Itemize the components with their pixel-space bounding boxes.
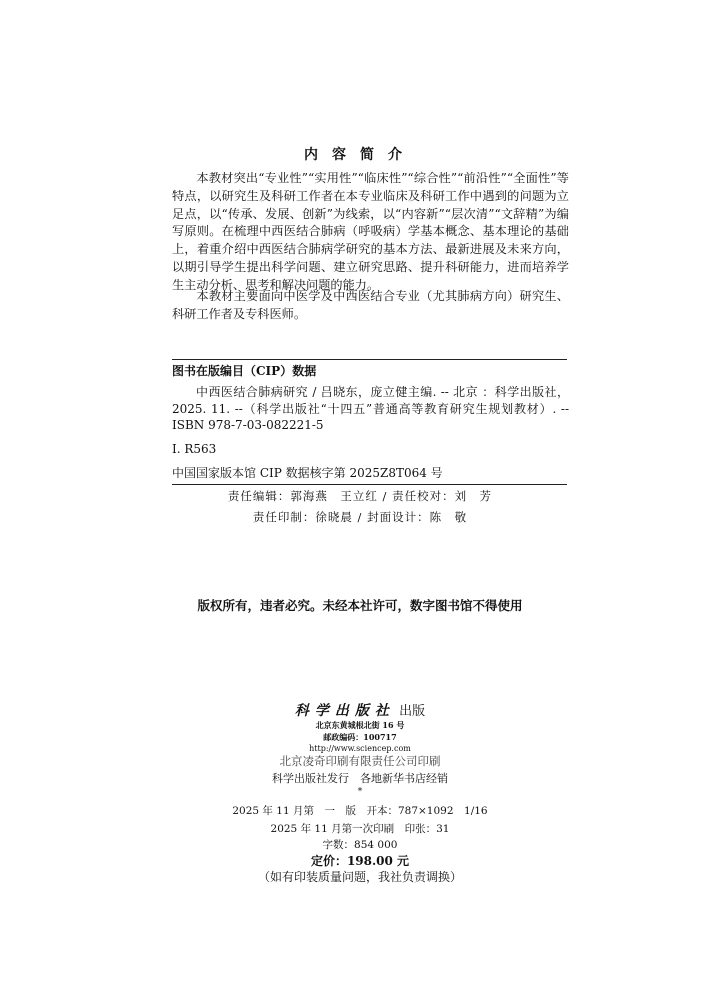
distribution-line: 科学出版社发行 各地新华书店经销	[272, 772, 448, 785]
publisher-suffix: 出版	[399, 704, 426, 719]
publisher-address: 北京东黄城根北街 16 号	[315, 720, 405, 730]
edition-line: 2025 年 11 月第 一 版 开本：787×1092 1/16	[232, 805, 488, 817]
publisher-line	[0, 700, 720, 720]
summary-paragraph-2: 本教材主要面向中医学及中西医结合专业（尤其肺病方向）研究生、科研工作者及专科医师。	[172, 289, 569, 321]
price: 定价：198.00 元	[310, 854, 410, 868]
production-credits: 责任印制：徐晓晨 / 封面设计：陈 敬	[252, 510, 468, 524]
separator-star: *	[357, 787, 363, 797]
summary-paragraph-1: 本教材突出“专业性”“实用性”“临床性”“综合性”“前沿性”“全面性”等特点，以研究生及科研工作者在本专业临床及科研工作中遇到的问题为立足点，以“传承、发展、创新”为线索，以“内容新”“层次清”“文辞精”为编写原则。在梳理中西医结合肺病（呼吸病）学基本概念、基本理论的基础上，着重介绍中西医结合肺病学研究的基本方法、最新进展及未来方向，以期引导学生提出科学问题、建立研究思路、提升科研能力，进而培养学生主动分析、思考和解决问题的能力。	[172, 171, 569, 292]
quality-notice: （如有印装质量问题，我社负责调换）	[257, 870, 462, 884]
cip-record-number: 中国国家版本馆 CIP 数据核字第 2025Z8T064 号	[172, 466, 443, 480]
editor-credits: 责任编辑：郭海燕 王立红 / 责任校对：刘 芳	[227, 489, 493, 503]
cip-body: 中西医结合肺病研究 / 吕晓东，庞立健主编. -- 北京 ：科学出版社，2025. 11. --（科学出版社“十四五”普通高等教育研究生规划教材）. -- ISBN 978-7-03-082221-5	[172, 385, 569, 432]
publisher-url: http://www.sciencep.com	[309, 744, 411, 753]
copyright-notice: 版权所有，违者必究。未经本社许可，数字图书馆不得使用	[197, 598, 523, 613]
cip-top-rule	[172, 359, 567, 360]
summary-title: 内容简介	[304, 147, 416, 163]
word-count: 字数：854 000	[322, 839, 398, 851]
publisher-logo: 科学出版社	[294, 703, 395, 719]
cip-heading: 图书在版编目（CIP）数据	[172, 364, 317, 378]
printer-line: 北京凌奇印刷有限责任公司印刷	[279, 754, 441, 768]
publisher-postcode: 邮政编码：100717	[323, 732, 397, 742]
cip-bottom-rule	[172, 484, 567, 485]
cip-classification: Ⅰ. R563	[172, 442, 217, 456]
printing-line: 2025 年 11 月第一次印刷 印张：31	[270, 823, 450, 835]
